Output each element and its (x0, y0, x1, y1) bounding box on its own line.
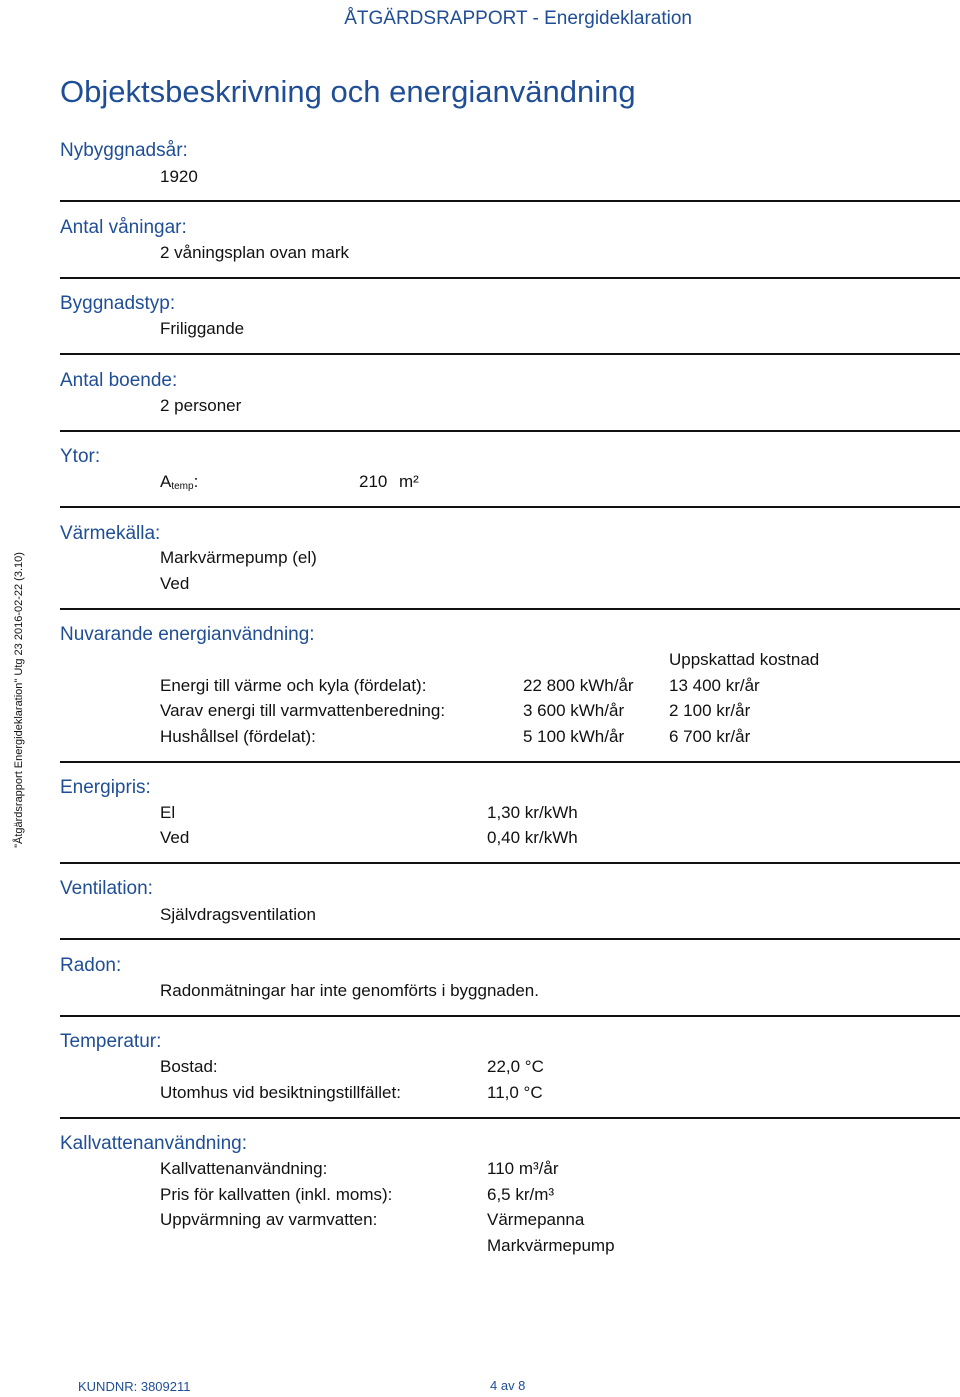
energy-row-cost: 6 700 kr/år (669, 727, 751, 746)
energipris-row-name: El (160, 803, 176, 822)
kallvatten-row-value: Värmepanna (487, 1210, 585, 1229)
ventilation-value: Självdragsventilation (160, 905, 316, 924)
energipris-row-price: 0,40 kr/kWh (487, 828, 578, 847)
temperatur-row-value: 22,0 °C (487, 1057, 544, 1076)
report-header-title: ÅTGÄRDSRAPPORT - Energideklaration (344, 8, 692, 29)
kallvatten-row-name: Pris för kallvatten (inkl. moms): (160, 1185, 393, 1204)
side-version-text: "Åtgärdsrapport Energideklaration" Utg 23 2016-02-22 (3.10) (13, 552, 25, 848)
byggnadstyp-value: Friliggande (160, 319, 245, 338)
varmekalla-label: Värmekälla: (60, 523, 161, 544)
energy-row-name: Varav energi till varmvattenberedning: (160, 701, 446, 720)
footer-kundnr: KUNDNR: 3809211 (78, 1379, 191, 1394)
divider (60, 938, 960, 940)
nybyggnadsar-label: Nybyggnadsår: (60, 140, 188, 161)
energy-row-name: Hushållsel (fördelat): (160, 727, 316, 746)
energy-row-energy: 3 600 kWh/år (523, 701, 625, 720)
divider (60, 506, 960, 508)
ytor-label: Ytor: (60, 446, 101, 467)
energy-row-cost: 2 100 kr/år (669, 701, 751, 720)
kallvatten-row-value: Markvärmepump (487, 1236, 615, 1255)
page-title: Objektsbeskrivning och energianvändning (60, 74, 636, 109)
divider (60, 200, 960, 202)
energipris-row-price: 1,30 kr/kWh (487, 803, 578, 822)
divider (60, 430, 960, 432)
energy-row-energy: 22 800 kWh/år (523, 676, 634, 695)
atemp-label: $A_{temp}$: (160, 472, 199, 492)
kallvatten-row-name: Kallvattenanvändning: (160, 1159, 328, 1178)
energipris-label: Energipris: (60, 777, 151, 798)
divider (60, 761, 960, 763)
energipris-row-name: Ved (160, 828, 190, 847)
kallvatten-row-value: 110 m³/år (487, 1159, 559, 1178)
vaningar-value: 2 våningsplan ovan mark (160, 243, 350, 262)
energianvandning-label: Nuvarande energianvändning: (60, 624, 315, 645)
radon-label: Radon: (60, 955, 122, 976)
ventilation-label: Ventilation: (60, 878, 153, 899)
byggnadstyp-label: Byggnadstyp: (60, 293, 176, 314)
atemp-value: 210 (359, 472, 388, 491)
boende-label: Antal boende: (60, 370, 178, 391)
kallvatten-label: Kallvattenanvändning: (60, 1133, 247, 1154)
divider (60, 1117, 960, 1119)
kallvatten-row-value: 6,5 kr/m³ (487, 1185, 555, 1204)
divider (60, 353, 960, 355)
temperatur-row-name: Utomhus vid besiktningstillfället: (160, 1083, 401, 1102)
atemp-unit: m² (399, 472, 419, 491)
cost-header: Uppskattad kostnad (669, 650, 820, 669)
vaningar-label: Antal våningar: (60, 217, 187, 238)
energy-row-name: Energi till värme och kyla (fördelat): (160, 676, 427, 695)
radon-value: Radonmätningar har inte genomförts i byggnaden. (160, 981, 539, 1000)
divider (60, 277, 960, 279)
temperatur-row-value: 11,0 °C (487, 1083, 543, 1102)
divider (60, 862, 960, 864)
boende-value: 2 personer (160, 396, 242, 415)
kallvatten-row-name: Uppvärmning av varmvatten: (160, 1210, 378, 1229)
divider (60, 1015, 960, 1017)
energy-row-energy: 5 100 kWh/år (523, 727, 625, 746)
divider (60, 608, 960, 610)
temperatur-label: Temperatur: (60, 1031, 162, 1052)
temperatur-row-name: Bostad: (160, 1057, 218, 1076)
footer-page-number: 4 av 8 (490, 1378, 526, 1393)
varmekalla-item: Ved (160, 574, 190, 593)
nybyggnadsar-value: 1920 (160, 167, 198, 186)
energy-row-cost: 13 400 kr/år (669, 676, 760, 695)
varmekalla-item: Markvärmepump (el) (160, 548, 317, 567)
